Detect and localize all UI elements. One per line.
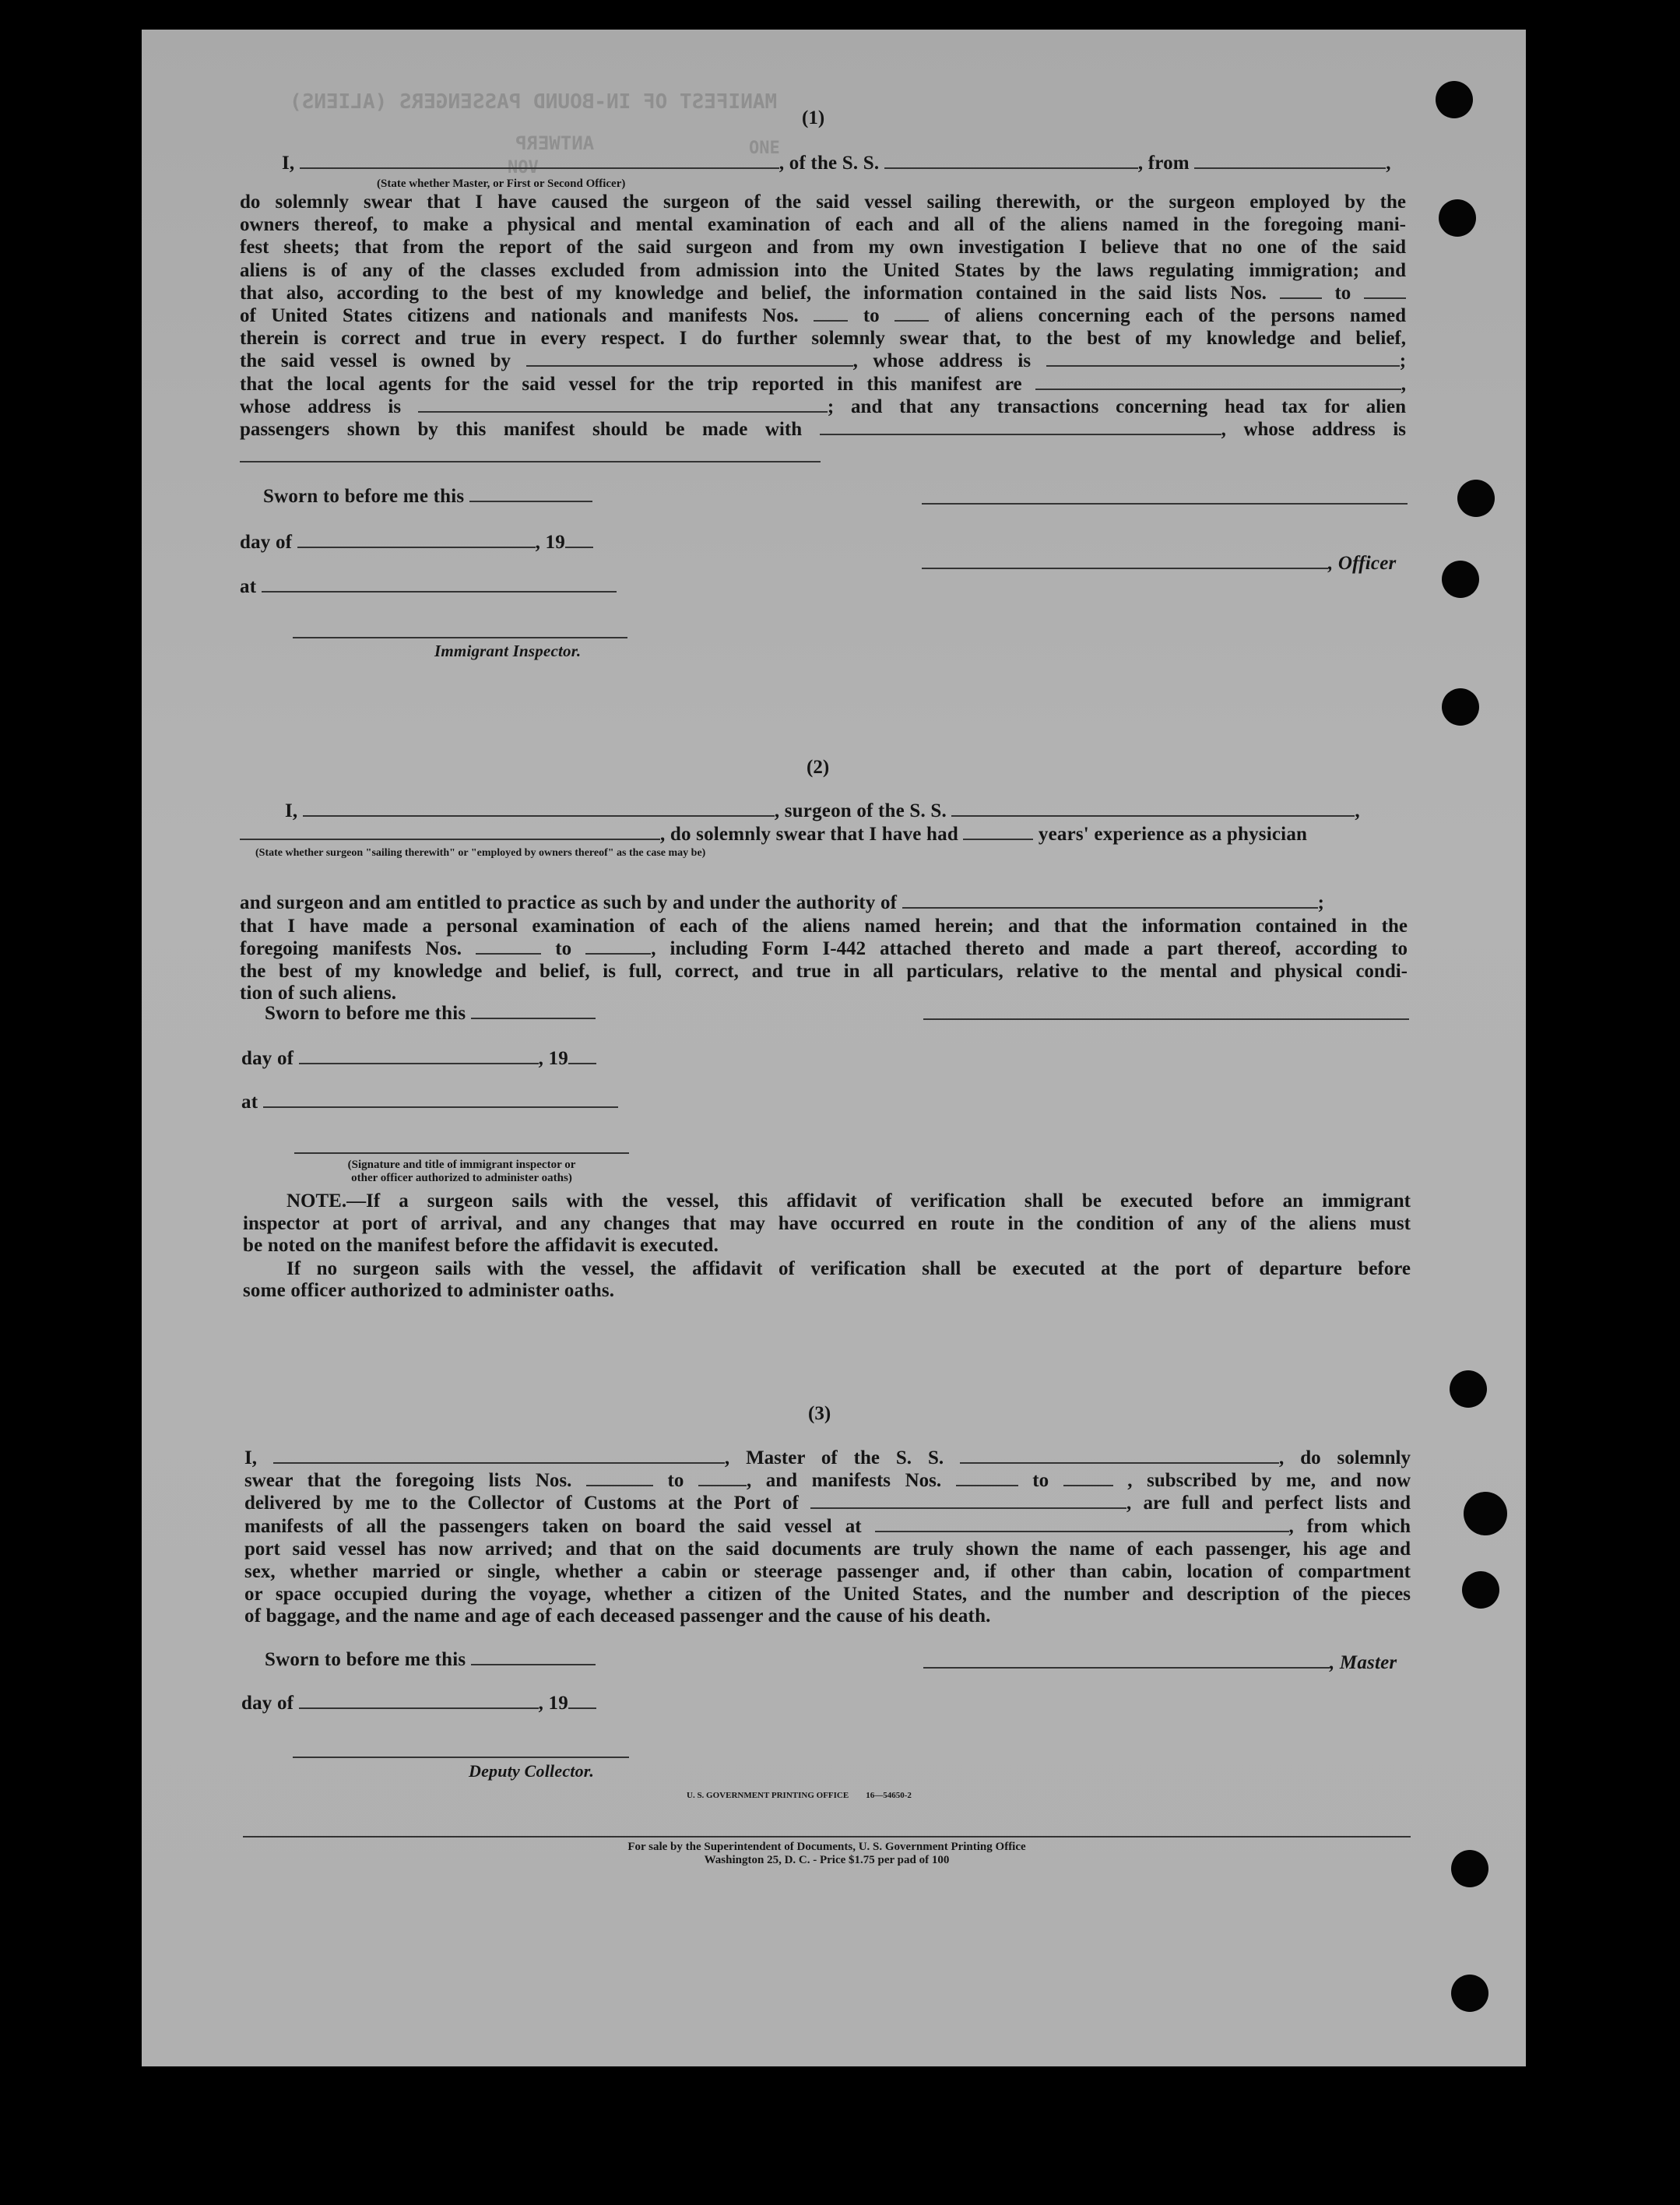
sec3-line-3: delivered by me to the Collector of Customs at the Port of , are full and perfect lists and [244,1493,1411,1514]
bleed-through-class: ONE [749,139,780,158]
sec3-lists-to-field[interactable] [698,1480,747,1486]
sec1-body [240,191,1406,441]
sec2-manifest-from-field[interactable] [476,948,541,955]
punch-hole [1457,480,1495,517]
sec2-body-line-5: foregoing manifests Nos. to , including Form I-442 attached thereto and made a part thereof, according to [240,938,1408,960]
sec2-at: at [241,1092,618,1113]
sec1-of-ss: , of the S. S. [778,153,880,174]
sec3-body-line-1: port said vessel has now arrived; and that on the said documents are truly shown the name of each passenger, his age and [244,1538,1411,1560]
punch-hole [1462,1571,1499,1609]
sec1-body-line-8: the said vessel is owned by , whose address is ; [240,350,1407,372]
manifests-from-field[interactable] [814,315,848,322]
bleed-through-title: MANIFEST OF IN-BOUND PASSENGERS (ALIENS) [290,90,778,114]
sec3-vessel-field[interactable] [960,1458,1279,1464]
note-line-5: some officer authorized to administer oaths. [243,1280,615,1301]
sec3-sworn: Sworn to before me this [265,1649,596,1671]
punch-hole [1450,1370,1487,1408]
sec2-line-2: , do solemnly swear that I have had years' experience as a physician [240,824,1307,846]
departure-port-field[interactable] [1194,163,1386,169]
lists-from-field[interactable] [1280,293,1322,299]
sec3-line-1: I, , Master of the S. S. , do solemnly [244,1447,1411,1468]
sec1-body-line-6: of United States citizens and nationals and manifests Nos. to of aliens concerning each of the persons named [240,304,1407,326]
sec1-body-line-9: that the local agents for the said vessel for the trip reported in this manifest are , [240,373,1407,395]
sec2-inspector-signature-field[interactable] [294,1152,629,1154]
sec2-manifest-to-field[interactable] [585,948,651,955]
punch-hole [1451,1975,1488,2012]
sec3-master-line: , Master [923,1652,1397,1674]
sec2-signature-field[interactable] [923,1018,1409,1020]
sec3-day: day of , 19 [241,1693,596,1714]
bleed-through-port: ANTWERP [515,132,595,154]
sec2-month-field[interactable] [299,1058,539,1064]
sec2-sworn-date-field[interactable] [471,1013,596,1019]
punch-hole [1442,561,1479,598]
sec1-line-1 [282,153,1391,174]
sec2-line-3: and surgeon and am entitled to practice as such by and under the authority of ; [240,892,1325,913]
master-name-field[interactable] [273,1458,725,1464]
sec3-last-line: of baggage, and the name and age of each deceased passenger and the cause of his death. [244,1605,991,1626]
sec1-from: , from [1137,153,1190,174]
bleed-through-date: NOV [508,158,539,178]
head-tax-party-field[interactable] [820,429,1221,435]
punch-hole [1451,1850,1488,1887]
note-line-3: be noted on the manifest before the affidavit is executed. [243,1235,719,1256]
sec3-manifests-to-field[interactable] [1063,1480,1113,1486]
note-line-4: If no surgeon sails with the vessel, the affidavit of verification shall be executed at the port of departure before [286,1258,1411,1279]
sec1-body-line-4: aliens is of any of the classes excluded from admission into the United States by the laws regulating immigration; and [240,259,1406,281]
sec3-manifests-from-field[interactable] [956,1480,1018,1486]
sec3-head [244,1447,1411,1605]
sec3-lists-from-field[interactable] [586,1480,653,1486]
years-experience-field[interactable] [963,834,1033,840]
owner-address-field[interactable] [1046,360,1400,367]
sec2-year-field[interactable] [568,1058,596,1064]
sec1-comma: , [1386,153,1391,174]
sec2-body-line-7: tion of such aliens. [240,983,397,1004]
surgeon-status-field[interactable] [240,834,660,840]
punch-hole [1464,1492,1507,1535]
inspector-signature-field[interactable] [293,637,627,638]
sec2-sworn: Sworn to before me this [265,1003,596,1025]
section-2-number: (2) [807,757,830,778]
section-1-number: (1) [802,107,825,128]
sec2-signature-caption: (Signature and title of immigrant inspector or other officer authorized to administer oaths) [347,1159,576,1184]
sec3-body-line-3: or space occupied during the voyage, whether a citizen of the United States, and the number and description of the pieces [244,1584,1411,1605]
sec2-body [240,915,1408,983]
note-line-2: inspector at port of arrival, and any changes that may have occurred en route in the condition of any of the aliens must [243,1213,1411,1235]
sec1-day: day of , 19 [240,532,593,554]
collector-signature-field[interactable] [293,1757,629,1758]
sec1-sworn-date-field[interactable] [469,496,592,502]
sec1-month-field[interactable] [297,542,536,548]
boarding-port-field[interactable] [875,1526,1289,1532]
sec1-sworn: Sworn to before me this [263,486,592,508]
sec1-body-line-11: passengers shown by this manifest should be made with , whose address is [240,418,1406,440]
sec1-body-line-10: whose address is ; and that any transactions concerning head tax for alien [240,396,1406,417]
punch-hole [1436,81,1473,118]
officer-field-caption: (State whether Master, or First or Second Officer) [377,178,626,190]
local-agents-field[interactable] [1035,384,1401,390]
manifests-to-field[interactable] [894,315,929,322]
agents-address-field[interactable] [418,406,828,413]
form-sheet [142,30,1526,2066]
sec1-body-line-5: that also, according to the best of my knowledge and belief, the information contained in the said lists Nos. to [240,282,1406,304]
footer-rule [243,1836,1411,1838]
surgeon-name-field[interactable] [303,811,775,817]
sec3-year-field[interactable] [568,1703,596,1709]
sec1-body-line-3: fest sheets; that from the report of the said surgeon and from my own investigation I believe that no one of the said [240,237,1406,258]
gpo-imprint: U. S. GOVERNMENT PRINTING OFFICE 16—54650-2 [687,1791,912,1800]
sec1-body-line-1: do solemnly swear that I have caused the surgeon of the said vessel sailing therewith, or the surgeon employed by the [240,192,1406,213]
sec2-note [243,1190,1411,1235]
sec1-signature-field[interactable] [922,503,1408,505]
arrival-port-field[interactable] [810,1503,1126,1509]
sec1-officer-line: , Officer [922,553,1396,575]
head-tax-address-field[interactable] [240,461,821,462]
officer-name-field[interactable] [300,163,779,169]
sec2-vessel-field[interactable] [951,811,1355,817]
surgeon-status-caption: (State whether surgeon "sailing therewith" or "employed by owners thereof" as the case may be) [255,847,706,859]
sec1-body-line-2: owners thereof, to make a physical and mental examination of each and all of the aliens named in the foregoing mani- [240,214,1406,236]
sec3-sworn-date-field[interactable] [471,1659,596,1665]
sec1-place-field[interactable] [262,586,617,593]
deputy-collector-label: Deputy Collector. [469,1761,595,1781]
sec2-place-field[interactable] [263,1102,618,1108]
sec2-day: day of , 19 [241,1048,596,1070]
punch-hole [1442,688,1479,726]
sec1-i: I, [282,153,295,174]
lists-to-field[interactable] [1364,293,1406,299]
note-line-1: NOTE.—If a surgeon sails with the vessel, this affidavit of verification shall be executed before an immigrant [286,1190,1411,1212]
sec2-body-line-4: that I have made a personal examination of each of the aliens named herein; and that the information contained in the [240,916,1408,937]
practice-authority-field[interactable] [902,902,1318,909]
sec1-at: at [240,576,617,598]
master-signature-field[interactable] [923,1662,1330,1669]
sec2-line-1: I, , surgeon of the S. S. , [285,800,1360,821]
sec1-year-field[interactable] [565,542,593,548]
immigrant-inspector-label: Immigrant Inspector. [434,642,582,660]
sec1-officer-title-field[interactable] [922,563,1328,569]
section-3-number: (3) [808,1403,831,1424]
sale-notice: For sale by the Superintendent of Documents, U. S. Government Printing Office Washington 25, D. C. - Price $1.75 per pad of 100 [627,1841,1026,1866]
sec3-line-2: swear that the foregoing lists Nos. to , and manifests Nos. to , subscribed by me, and now [244,1470,1411,1492]
vessel-name-field[interactable] [884,163,1138,169]
sec3-body-line-2: sex, whether married or single, whether a cabin or steerage passenger and, if other than cabin, location of compartment [244,1560,1411,1582]
sec3-line-4: manifests of all the passengers taken on board the said vessel at , from which [244,1515,1411,1537]
sec3-month-field[interactable] [299,1703,539,1709]
owner-field[interactable] [526,360,853,367]
sec2-body-line-6: the best of my knowledge and belief, is full, correct, and true in all particulars, relative to the mental and physical condi- [240,961,1408,983]
sec1-body-line-7: therein is correct and true in every respect. I do further solemnly swear that, to the best of my knowledge and belief, [240,328,1406,350]
punch-hole [1439,199,1476,237]
